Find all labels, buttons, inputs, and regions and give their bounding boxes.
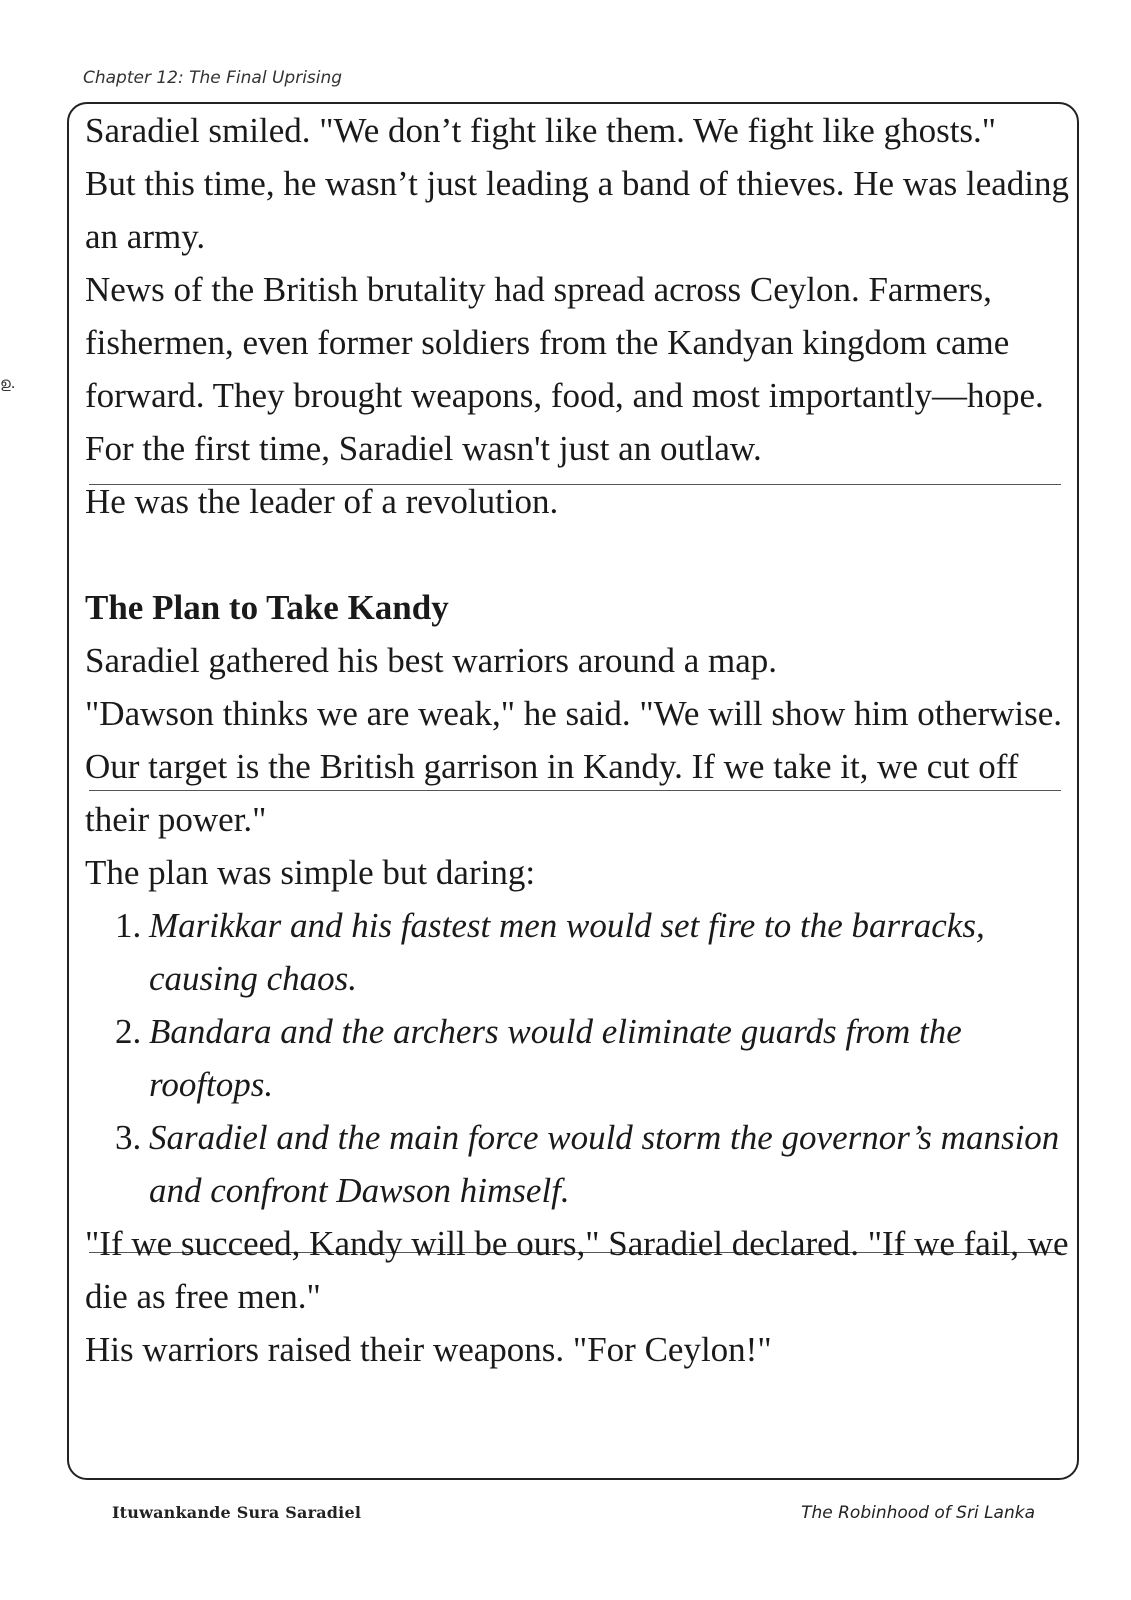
paragraph: The plan was simple but daring: — [85, 853, 536, 892]
margin-text-fragment: ഉ. — [0, 374, 16, 392]
plan-step — [85, 1005, 1075, 1111]
plan-step — [85, 1111, 1075, 1217]
plan-step-number: 1. — [115, 906, 142, 945]
story-text — [85, 104, 1075, 1376]
paragraph: He was the leader of a revolution. — [85, 482, 559, 521]
plan-step-text: Saradiel and the main force would storm the governor’s mansion and confront Dawson himself. — [149, 1118, 1060, 1210]
plan-step — [85, 899, 1075, 1005]
plan-step-number: 2. — [115, 1012, 142, 1051]
paragraph: Saradiel smiled. "We don’t fight like them. We fight like ghosts." — [85, 111, 997, 150]
spacer — [85, 528, 1075, 581]
paragraph: For the first time, Saradiel wasn't just an outlaw. — [85, 429, 762, 468]
chapter-header: Chapter 12: The Final Uprising — [83, 68, 343, 88]
paragraph: News of the British brutality had spread across Ceylon. Farmers, fishermen, even former soldiers from the Kandyan kingdom came forward. They brought weapons, food, and most importantly—hope. — [85, 270, 1044, 415]
paragraph: His warriors raised their weapons. "For Ceylon!" — [85, 1330, 772, 1369]
plan-list — [85, 899, 1075, 1217]
paragraph: But this time, he wasn’t just leading a band of thieves. He was leading an army. — [85, 164, 1070, 256]
paragraph: "Dawson thinks we are weak," he said. "We will show him otherwise. Our target is the British garrison in Kandy. If we take it, we cut off their power." — [85, 694, 1063, 839]
content-frame — [67, 102, 1079, 1480]
paragraph: "If we succeed, Kandy will be ours," Saradiel declared. "If we fail, we die as free men." — [85, 1224, 1069, 1316]
footer-book-title: Ituwankande Sura Saradiel — [112, 1503, 362, 1522]
plan-step-text: Bandara and the archers would eliminate guards from the rooftops. — [149, 1012, 962, 1104]
plan-step-number: 3. — [115, 1118, 142, 1157]
footer-subtitle: The Robinhood of Sri Lanka — [801, 1503, 1035, 1523]
paragraph: Saradiel gathered his best warriors around a map. — [85, 641, 777, 680]
plan-step-text: Marikkar and his fastest men would set fire to the barracks, causing chaos. — [149, 906, 985, 998]
section-heading: The Plan to Take Kandy — [85, 588, 449, 627]
